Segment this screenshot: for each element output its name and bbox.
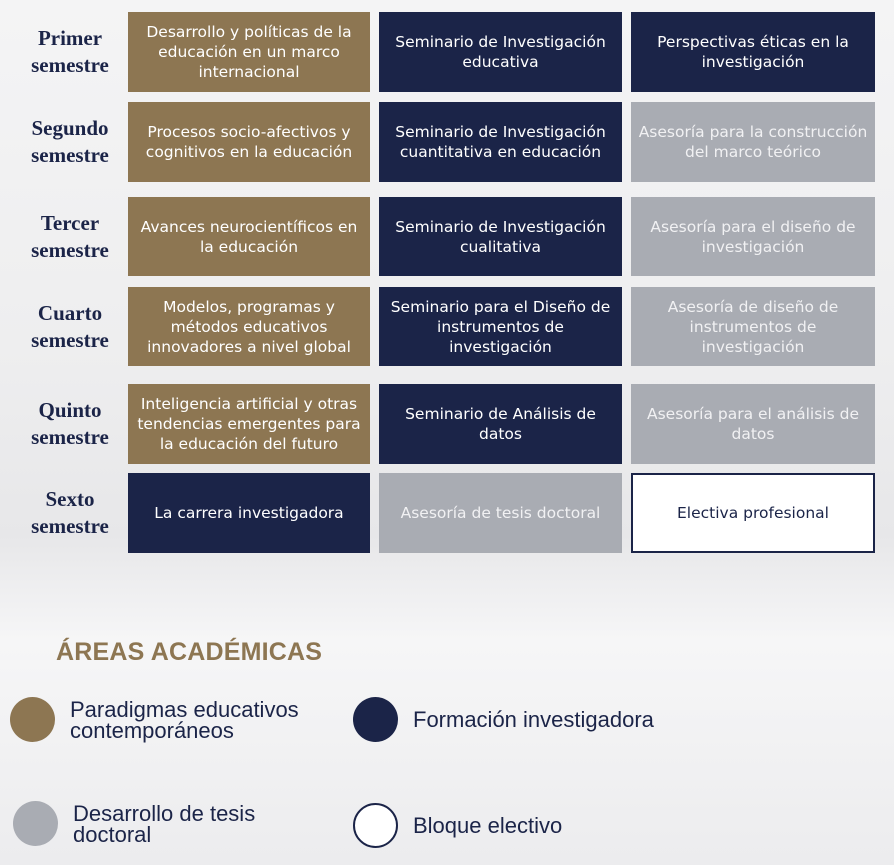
course-cell: Desarrollo y políticas de la educación en un marco internacional [128,12,370,92]
semester-label-line: Primer [37,26,103,50]
semester-label-line: semestre [31,53,109,77]
semester-label-line: semestre [31,143,109,167]
legend-label-line: contemporáneos [70,717,234,743]
course-cell: Seminario de Análisis de datos [379,384,622,464]
semester-row-1 [0,12,894,92]
legend-label-line: Formación investigadora [413,707,654,732]
legend-label-line: Desarrollo de tesis [73,800,256,826]
course-cell: La carrera investigadora [128,473,370,553]
semester-row-2 [0,102,894,182]
semester-label-line: semestre [31,237,109,262]
legend-label [70,696,310,743]
course-cell: Modelos, programas y métodos educativos innovadores a nivel global [128,287,370,366]
course-cell: Electiva profesional [631,473,875,553]
semester-label-line: semestre [31,425,109,449]
course-cell: Perspectivas éticas en la investigación [631,12,875,92]
course-cell: Seminario de Investigación cuantitativa en educación [379,102,622,182]
legend-title: ÁREAS ACADÉMICAS [56,638,323,666]
course-cell: Asesoría de tesis doctoral [379,473,622,553]
course-cell: Asesoría para el diseño de investigación [631,197,875,276]
course-cell: Avances neurocientíficos en la educación [128,197,370,276]
semester-label [0,12,140,92]
circle-outline-icon [353,803,398,848]
semester-label [0,384,140,464]
legend-item-formacion [353,697,713,742]
course-cell: Seminario de Investigación educativa [379,12,622,92]
course-cell: Seminario para el Diseño de instrumentos de investigación [379,287,622,366]
course-cell: Seminario de Investigación cualitativa [379,197,622,276]
semester-label [0,102,140,182]
semester-label-line: Cuarto [37,300,103,325]
course-cell: Inteligencia artificial y otras tendencias emergentes para la educación del futuro [128,384,370,464]
semester-label-line: Tercer [40,210,100,235]
circle-icon [353,697,398,742]
legend-label-line: Bloque electivo [413,813,563,838]
semester-label [0,197,140,276]
legend-item-tesis [13,801,313,846]
semester-row-6 [0,473,894,553]
legend-item-electivo [353,803,713,848]
legend-label [73,800,313,847]
semester-label [0,287,140,366]
semester-row-3 [0,197,894,276]
semester-label-line: Quinto [38,398,102,422]
course-cell: Asesoría de diseño de instrumentos de investigación [631,287,875,366]
semester-row-5 [0,384,894,464]
legend-label-line: Paradigmas educativos [70,696,299,722]
legend-label [413,709,713,730]
semester-label-line: Segundo [31,116,109,140]
circle-icon [13,801,58,846]
semester-label-line: semestre [31,327,109,352]
circle-icon [10,697,55,742]
course-cell: Asesoría para la construcción del marco teórico [631,102,875,182]
semester-label-line: semestre [31,514,109,538]
semester-row-4 [0,287,894,366]
course-cell: Procesos socio-afectivos y cognitivos en la educación [128,102,370,182]
legend-label-line: doctoral [73,821,152,847]
semester-label-line: Sexto [45,487,95,511]
legend-label [413,815,713,836]
legend-item-paradigmas [10,697,310,742]
course-cell: Asesoría para el análisis de datos [631,384,875,464]
semester-label [0,473,140,553]
